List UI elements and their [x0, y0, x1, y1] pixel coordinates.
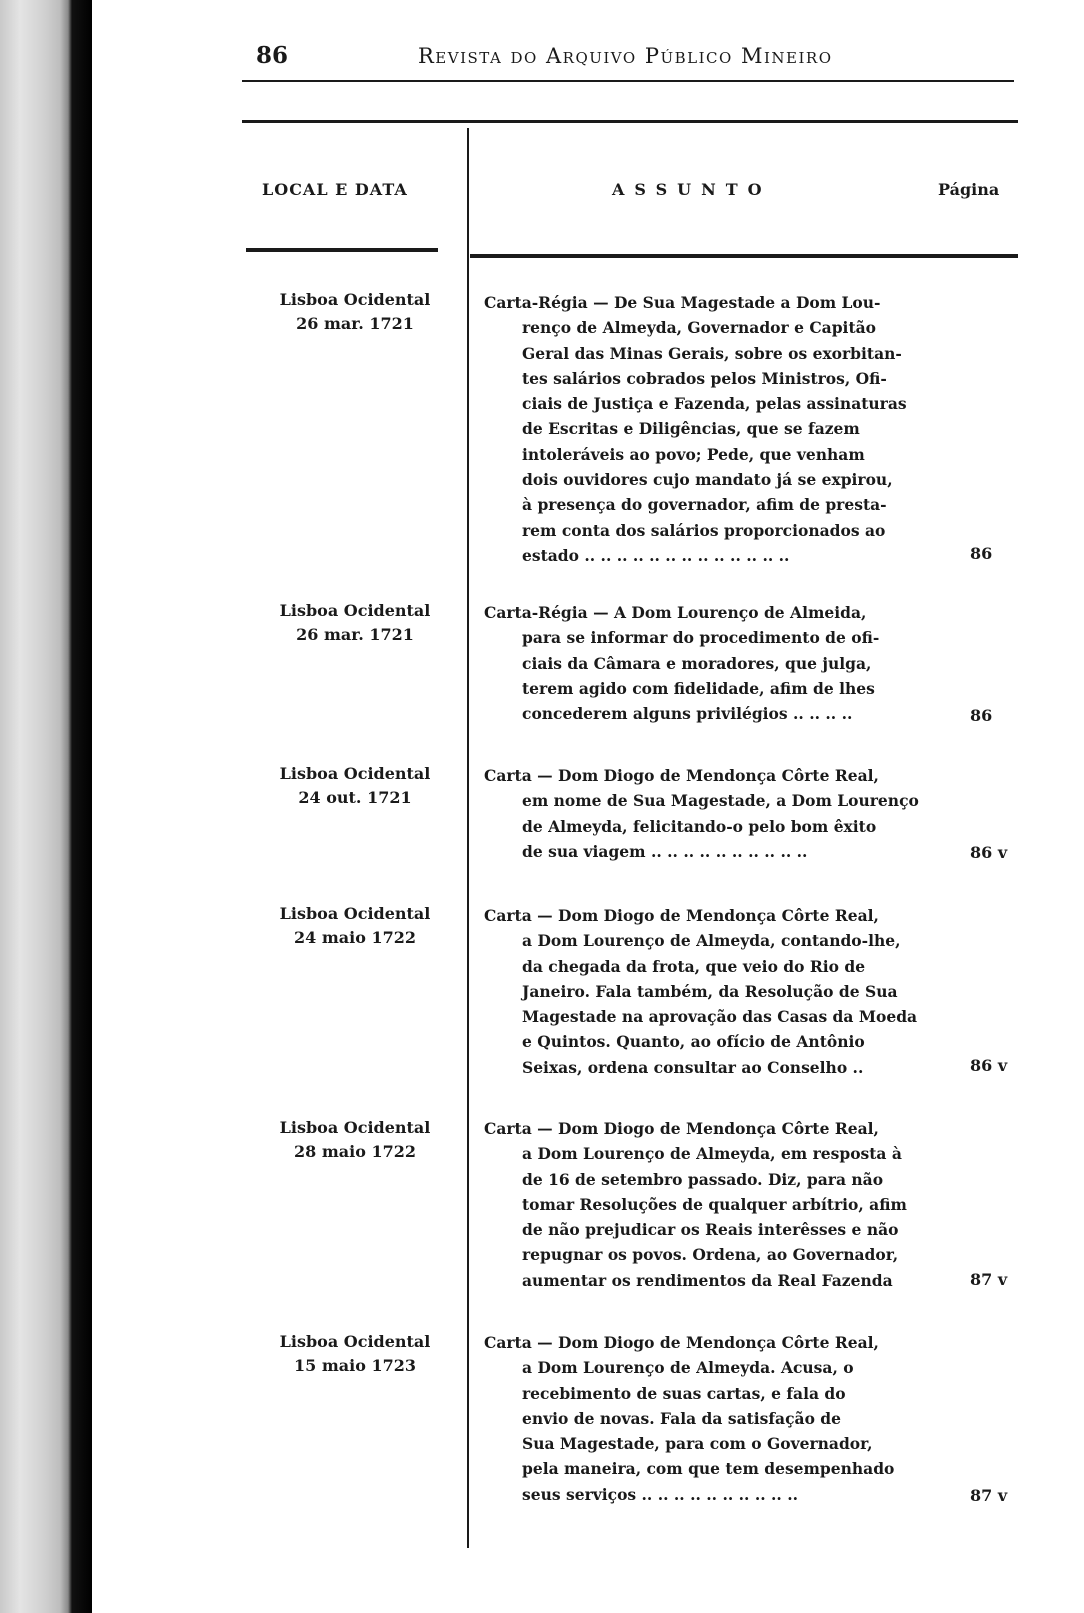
entry-local-date: [255, 902, 455, 950]
entry-page-ref: 86: [970, 706, 993, 725]
subject-line: Carta — Dom Diogo de Mendonça Côrte Real,: [484, 1333, 879, 1352]
subject-line: Carta — Dom Diogo de Mendonça Côrte Real,: [484, 906, 879, 925]
subject-line: a Dom Lourenço de Almeyda. Acusa, o: [522, 1358, 854, 1378]
entry-place: Lisboa Ocidental: [279, 1332, 431, 1351]
book-binding-edge: [0, 0, 92, 1613]
subject-line: tes salários cobrados pelos Ministros, Ofi-: [522, 368, 887, 388]
entry-page-ref: 87 v: [970, 1486, 1008, 1505]
entry-subject: [484, 763, 934, 864]
subject-line: pela maneira, com que tem desempenhado: [522, 1459, 895, 1479]
subject-line: Sua Magestade, para com o Governador,: [522, 1434, 873, 1454]
entry-date: 26 mar. 1721: [296, 625, 414, 644]
subject-line: rem conta dos salários proporcionados ao: [522, 520, 886, 540]
entry-place: Lisboa Ocidental: [279, 601, 431, 620]
subject-line: de não prejudicar os Reais interêsses e não: [522, 1220, 899, 1240]
header-underline-left: [246, 248, 438, 252]
entry-subject: [484, 1330, 934, 1507]
column-header-page: Página: [938, 180, 1000, 199]
subject-line: a Dom Lourenço de Almeyda, contando-lhe,: [522, 931, 901, 951]
table-top-rule: [242, 120, 1018, 123]
entry-subject: [484, 903, 934, 1080]
header-rule: [242, 80, 1014, 82]
subject-line: ciais da Câmara e moradores, que julga,: [522, 653, 872, 673]
entry-local-date: [255, 1330, 455, 1378]
subject-line: estado .. .. .. .. .. .. .. .. .. .. .. .. ..: [522, 545, 790, 565]
subject-line: aumentar os rendimentos da Real Fazenda: [522, 1270, 893, 1290]
page-header: [240, 36, 1052, 76]
entry-page-ref: 87 v: [970, 1270, 1008, 1289]
subject-line: renço de Almeyda, Governador e Capitão: [522, 318, 876, 338]
subject-line: repugnar os povos. Ordena, ao Governador,: [522, 1245, 899, 1265]
subject-line: de sua viagem .. .. .. .. .. .. .. .. .. ..: [522, 841, 808, 861]
header-underline-right: [470, 254, 1018, 258]
subject-line: tomar Resoluções de qualquer arbítrio, afim: [522, 1194, 907, 1214]
entry-date: 28 maio 1722: [294, 1142, 416, 1161]
subject-line: de Escritas e Diligências, que se fazem: [522, 419, 860, 439]
entry-local-date: [255, 599, 455, 647]
entry-place: Lisboa Ocidental: [279, 1118, 431, 1137]
subject-line: Carta — Dom Diogo de Mendonça Côrte Real,: [484, 1119, 879, 1138]
subject-line: envio de novas. Fala da satisfação de: [522, 1408, 842, 1428]
subject-line: Magestade na aprovação das Casas da Moeda: [522, 1007, 918, 1027]
subject-line: seus serviços .. .. .. .. .. .. .. .. .. ..: [522, 1484, 799, 1504]
subject-line: ciais de Justiça e Fazenda, pelas assinaturas: [522, 394, 907, 414]
column-header-local: LOCAL E DATA: [262, 180, 408, 199]
entry-local-date: [255, 288, 455, 336]
entry-place: Lisboa Ocidental: [279, 764, 431, 783]
entry-subject: [484, 1116, 934, 1293]
subject-line: Seixas, ordena consultar ao Conselho ..: [522, 1057, 864, 1077]
subject-line: intoleráveis ao povo; Pede, que venham: [522, 444, 865, 464]
subject-line: de 16 de setembro passado. Diz, para não: [522, 1169, 884, 1189]
entry-subject: [484, 290, 934, 568]
page-number: 86: [256, 42, 289, 69]
entry-local-date: [255, 1116, 455, 1164]
entry-local-date: [255, 762, 455, 810]
subject-line: à presença do governador, afim de presta-: [522, 495, 887, 515]
entry-page-ref: 86 v: [970, 843, 1008, 862]
subject-line: em nome de Sua Magestade, a Dom Lourenço: [522, 791, 919, 811]
subject-line: da chegada da frota, que veio do Rio de: [522, 956, 866, 976]
subject-line: Janeiro. Fala também, da Resolução de Sua: [522, 981, 898, 1001]
subject-line: de Almeyda, felicitando-o pelo bom êxito: [522, 816, 877, 836]
subject-line: Carta — Dom Diogo de Mendonça Côrte Real,: [484, 766, 879, 785]
subject-line: a Dom Lourenço de Almeyda, em resposta à: [522, 1144, 902, 1164]
entry-place: Lisboa Ocidental: [279, 290, 431, 309]
subject-line: Geral das Minas Gerais, sobre os exorbitan-: [522, 343, 902, 363]
entry-page-ref: 86: [970, 544, 993, 563]
column-divider: [467, 128, 469, 1548]
subject-line: recebimento de suas cartas, e fala do: [522, 1383, 846, 1403]
subject-line: dois ouvidores cujo mandato já se expirou,: [522, 470, 893, 490]
subject-line: e Quintos. Quanto, ao ofício de Antônio: [522, 1032, 865, 1052]
subject-line: Carta-Régia — A Dom Lourenço de Almeida,: [484, 603, 867, 622]
entry-date: 24 out. 1721: [298, 788, 412, 807]
subject-line: concederem alguns privilégios .. .. .. ..: [522, 704, 853, 724]
journal-title: Revista do Arquivo Público Mineiro: [418, 44, 833, 68]
subject-line: para se informar do procedimento de ofi-: [522, 628, 880, 648]
entry-subject: [484, 600, 934, 726]
subject-line: terem agido com fidelidade, afim de lhes: [522, 678, 875, 698]
column-header-subject: ASSUNTO: [612, 180, 772, 199]
entry-date: 15 maio 1723: [294, 1356, 416, 1375]
entry-date: 24 maio 1722: [294, 928, 416, 947]
entry-place: Lisboa Ocidental: [279, 904, 431, 923]
entry-date: 26 mar. 1721: [296, 314, 414, 333]
subject-line: Carta-Régia — De Sua Magestade a Dom Lou-: [484, 293, 881, 312]
entry-page-ref: 86 v: [970, 1056, 1008, 1075]
